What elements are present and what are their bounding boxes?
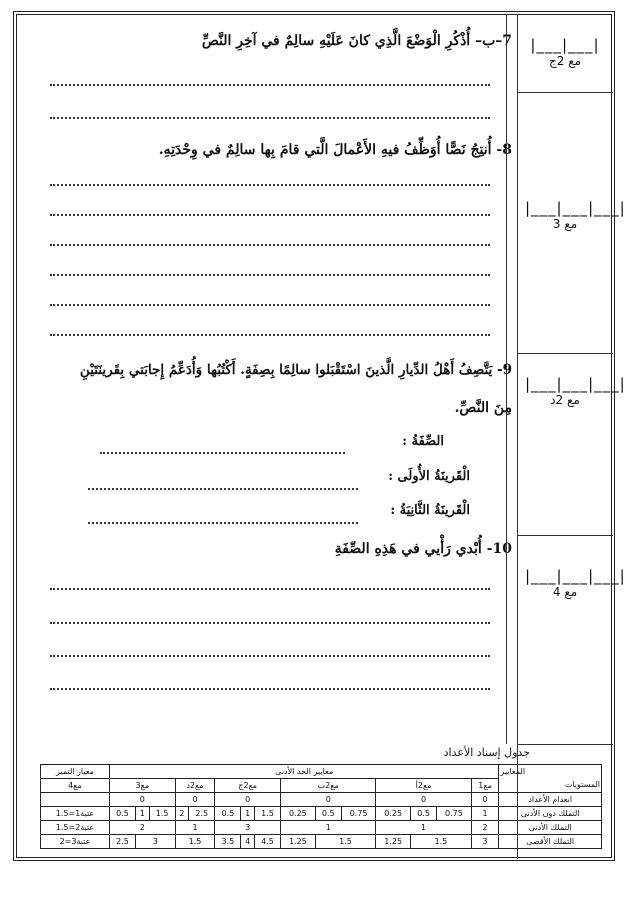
cell <box>41 793 110 807</box>
levels-header: المستويات <box>499 779 602 793</box>
cell: 2.5 <box>109 835 135 849</box>
sifa-answer-line[interactable] <box>100 452 345 454</box>
cell: 0 <box>281 793 376 807</box>
score-box-4 <box>525 567 626 599</box>
table-row <box>41 765 602 779</box>
answer-line[interactable] <box>50 117 490 119</box>
cell: 0.5 <box>411 807 437 821</box>
qarina2-answer-line[interactable] <box>88 522 358 524</box>
qarina2-label: الْقَرينَةُ الثَّانِيَةُ : <box>390 503 470 518</box>
question-9-continued: مِنَ النَّصِّ. <box>454 400 512 416</box>
cell: 0 <box>175 793 215 807</box>
row-label: التملك دون الأدنى <box>499 807 602 821</box>
row-divider <box>517 744 613 745</box>
cell: 1 <box>241 807 254 821</box>
cell: 1 <box>175 821 215 835</box>
page-frame <box>13 11 626 861</box>
cell: 1 <box>281 821 376 835</box>
cell: 3.5 <box>215 835 241 849</box>
cell: 3 <box>136 835 176 849</box>
min-criteria-header: معايير الحد الأدنى <box>109 765 498 779</box>
table-row <box>41 807 602 821</box>
score-label: مع 2ج <box>548 54 582 68</box>
cell: عتبة2=1.5 <box>41 821 110 835</box>
table-row <box>41 793 602 807</box>
cell: 4 <box>241 835 254 849</box>
row-label: التملك الأقصى <box>499 835 602 849</box>
score-bar: |___|___| <box>530 36 600 54</box>
cell: عتبة1=1.5 <box>41 807 110 821</box>
answer-line[interactable] <box>50 688 490 690</box>
cell: 1 <box>136 807 149 821</box>
qarina1-label: الْقَرينَةُ الأُولَى : <box>388 469 470 484</box>
col-m3: مع3 <box>109 779 175 793</box>
criteria-header: المعايير <box>499 765 602 779</box>
row-divider <box>517 535 613 536</box>
cell: 1.5 <box>254 807 280 821</box>
cell: 0 <box>376 793 471 807</box>
cell: 1 <box>471 807 499 821</box>
score-box-3 <box>525 199 626 231</box>
table-row <box>41 779 602 793</box>
cell: 1 <box>376 821 471 835</box>
answer-line[interactable] <box>50 622 490 624</box>
col-m4: مع4 <box>41 779 110 793</box>
row-divider <box>517 353 613 354</box>
col-m2j: مع2ج <box>215 779 281 793</box>
cell: 1.5 <box>149 807 175 821</box>
cell: 0 <box>471 793 499 807</box>
cell: 2 <box>109 821 175 835</box>
cell: 0 <box>215 793 281 807</box>
score-label: مع 2د <box>550 393 580 407</box>
answer-line[interactable] <box>50 334 490 336</box>
cell: 2 <box>471 821 499 835</box>
cell: 1.25 <box>281 835 316 849</box>
cell: 1.25 <box>376 835 411 849</box>
cell: 0.5 <box>109 807 135 821</box>
inner-column-divider <box>506 14 507 744</box>
table-row <box>41 835 602 849</box>
answer-line[interactable] <box>50 304 490 306</box>
table-title: جدول إسناد الأعداد <box>443 746 530 759</box>
score-bar: |___|___|___| <box>525 375 626 393</box>
answer-line[interactable] <box>50 214 490 216</box>
cell: عتبة3=2 <box>41 835 110 849</box>
score-label: مع 4 <box>552 585 578 599</box>
cell: 0.25 <box>376 807 411 821</box>
score-bar: |___|___|___| <box>525 199 626 217</box>
cell: 0.5 <box>315 807 341 821</box>
cell: 0.75 <box>341 807 376 821</box>
score-column-divider <box>517 14 518 859</box>
col-m2b: مع2ب <box>281 779 376 793</box>
col-m1: مع1 <box>471 779 499 793</box>
question-9: 9- يَتَّصِفُ أَهْلُ الدِّيارِ الَّذينَ اسْتَقْبَلوا سالِمًا بِصِفَةٍ. أَكْتُبُها وَأُدَعِّمُ إِجابَتي بِقَرينَتَيْنِ <box>79 362 512 378</box>
answer-line[interactable] <box>50 274 490 276</box>
excellence-header: معيار التميز <box>41 765 110 779</box>
cell: 0.75 <box>437 807 472 821</box>
cell: 3 <box>215 821 281 835</box>
cell: 2.5 <box>189 807 215 821</box>
answer-line[interactable] <box>50 84 490 86</box>
grading-table <box>40 764 602 849</box>
score-box-2j <box>525 36 605 68</box>
cell: 0.25 <box>281 807 316 821</box>
qarina1-answer-line[interactable] <box>88 488 358 490</box>
score-box-2d <box>525 375 626 407</box>
question-10: 10- أُبْدي رَأْيي في هَذِهِ الصِّفَةِ <box>334 541 512 557</box>
cell: 1.5 <box>315 835 376 849</box>
answer-line[interactable] <box>50 588 490 590</box>
cell: 1.5 <box>175 835 215 849</box>
answer-line[interactable] <box>50 184 490 186</box>
table-row <box>41 821 602 835</box>
question-8: 8- أُنتِجُ نَصًّا أُوَظِّفُ فيهِ الأَعْمالَ الَّتي قامَ بِها سالِمٌ في وِحْدَتِهِ. <box>158 142 512 158</box>
sifa-label: الصِّفَةُ : <box>402 434 444 449</box>
cell: 1.5 <box>411 835 472 849</box>
cell: 3 <box>471 835 499 849</box>
row-divider <box>517 92 613 93</box>
col-m2a: مع2أ <box>376 779 471 793</box>
col-m2d: مع2د <box>175 779 215 793</box>
cell: 2 <box>175 807 188 821</box>
score-bar: |___|___|___| <box>525 567 626 585</box>
row-label: التملك الأدنى <box>499 821 602 835</box>
question-7b: 7–ب– أُذْكُرِ الْوَضْعَ الَّذِي كانَ عَلَيْهِ سالِمٌ في آخِرِ النَّصِّ <box>201 33 512 49</box>
answer-line[interactable] <box>50 655 490 657</box>
row-label: انعدام الأعداد <box>499 793 602 807</box>
cell: 0 <box>109 793 175 807</box>
score-label: مع 3 <box>552 217 578 231</box>
answer-line[interactable] <box>50 244 490 246</box>
cell: 4.5 <box>254 835 280 849</box>
cell: 0.5 <box>215 807 241 821</box>
